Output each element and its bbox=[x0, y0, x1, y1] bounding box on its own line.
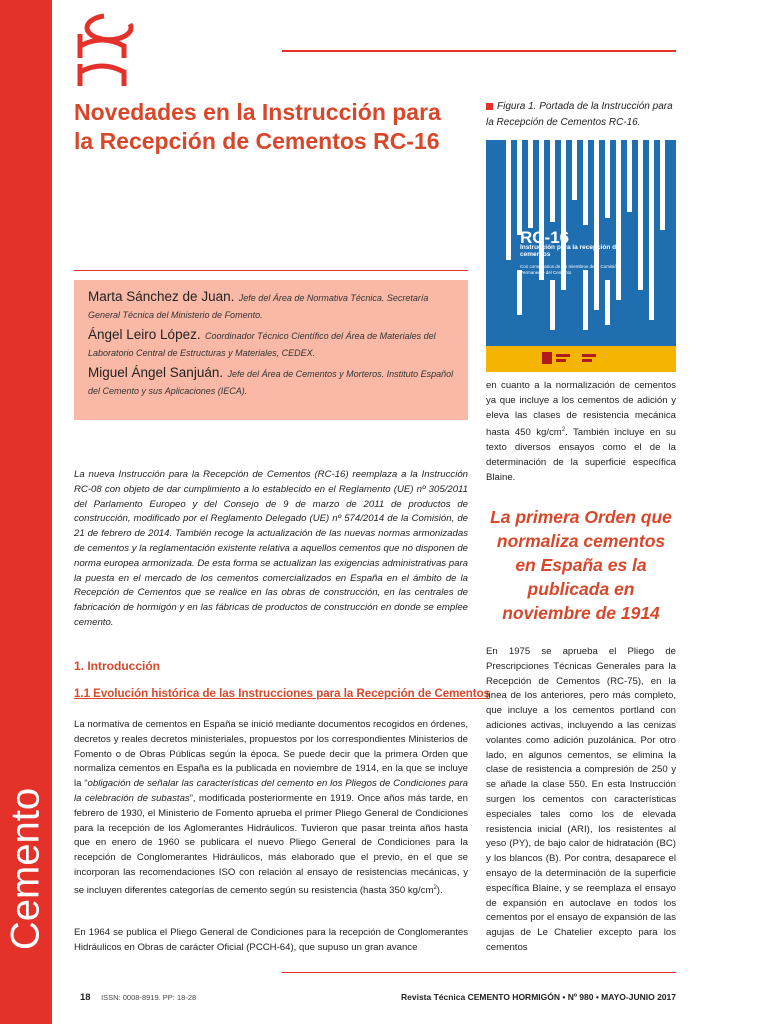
superscript: 2 bbox=[433, 884, 437, 891]
author-role: Jefe del Área de Normativa Técnica. Secretaría General Técnica del Ministerio de Fomento. bbox=[88, 293, 429, 320]
subsection-heading: 1.1 Evolución histórica de las Instrucciones para la Recepción de Cementos bbox=[74, 688, 491, 700]
sidebar-section-label: Cemento bbox=[3, 787, 48, 951]
top-rule bbox=[282, 50, 676, 52]
body-text-run: La normativa de cementos en España se inició mediante documentos recogidos en órdenes, decretos y reales decretos ministeriales, propuestos por los correspondientes Ministerios de Fomento o de Obras Públicas según la época. Se puede decir que la primera Orden que normaliza cementos en España es la publicada en noviembre de 1914, en la que se incluye la “ bbox=[74, 719, 468, 790]
abstract: La nueva Instrucción para la Recepción de Cementos (RC-16) reemplaza a la Instrucción RC-08 con objeto de dar cumplimiento a lo establecido en el Reglamento (UE) nº 305/2011 del Parlamento Europeo y del Consejo de 9 de marzo de 2011 de productos de construcción, modificado por el Reglamento Delegado (UE) nº 574/2014 de la Comisión, de 21 de febrero de 2014. También recoge la actualización de las nuevas normas armonizadas de cementos y la reglamentación existente relativa a aquellos cementos que no disponen de norma europea armonizada. De esta forma se actualizan las exigencias administrativas para la puesta en el mercado de los cementos comercializados en España en el ámbito de la Recepción de Cementos que se realice en las obras de construcción, en las centrales de fabricación de hormigón y en las fábricas de productos de construcción en donde se emplee cemento. bbox=[74, 469, 468, 628]
title-rule bbox=[74, 270, 468, 271]
cover-subtitle: Instrucción para la recepción de cementos bbox=[520, 244, 620, 258]
author-name: Miguel Ángel Sanjuán. bbox=[88, 365, 224, 380]
cover-title: RC-16 bbox=[520, 228, 570, 247]
ministry-logo-icon bbox=[486, 346, 676, 372]
figure-cover-image bbox=[486, 140, 676, 372]
figure-caption bbox=[486, 99, 676, 131]
body-paragraph: En 1964 se publica el Pliego General de Condiciones para la recepción de Conglomerantes Hidráulicos en Obras de carácter Oficial (PCCH-64), que supuso un gran avance bbox=[74, 927, 468, 953]
body-paragraph bbox=[74, 718, 468, 899]
author-entry bbox=[88, 365, 454, 399]
body-paragraph: En 1975 se aprueba el Pliego de Prescripciones Técnicas Generales para la Recepción de Cementos (RC-75), en la línea de los anteriores, pero más completo, que incluye a los cementos portland con adiciones activas, incluyendo a las cenizas volantes como adición puzolánica. Por otro lado, en algunos cementos, se elimina la clase de resistencia a compresión de 250 y se añade la clase 550. En esta Instrucción surgen los cementos con características especiales tales como los de elevada resistencia inicial (ARI), los resistentes al yeso (PY), de bajo calor de hidratación (BC) y los blancos (B). Por contra, desaparece el ensayo de la determinación de la superficie específica Blaine, y se reemplaza el ensayo de expansión en autoclave en todos los cementos por el ensayo de expansión de las agujas de Le Chatelier excepto para los cementos bbox=[486, 646, 676, 953]
bullet-square-icon bbox=[486, 103, 493, 110]
author-role: Coordinador Técnico Científico del Área de Materiales del Laboratorio Central de Estructuras y Materiales, CEDEX. bbox=[88, 331, 436, 358]
journal-footer: Revista Técnica CEMENTO HORMIGÓN • Nº 980 • MAYO-JUNIO 2017 bbox=[400, 992, 676, 1002]
body-text-run: en cuanto a la normalización de cementos ya que incluye a los cementos de adición y eleva las clases de resistencia mecánica hasta 450 kg/cm bbox=[486, 380, 676, 439]
author-name: Marta Sánchez de Juan. bbox=[88, 289, 235, 304]
cover-footer-band bbox=[486, 346, 676, 372]
sidebar-section-label-box bbox=[2, 754, 50, 984]
body-text-run: . También incluye en su texto diversos ensayos como el de la determinación de la superficie específica Blaine. bbox=[486, 427, 676, 483]
journal-logo-icon bbox=[74, 12, 136, 88]
author-entry bbox=[88, 327, 454, 361]
cover-note: Con comentarios de los miembros de la Comisión Permanente del Cemento bbox=[520, 264, 620, 275]
body-paragraph bbox=[486, 379, 676, 486]
author-role: Jefe del Área de Cementos y Morteros. Instituto Español del Cemento y sus Aplicaciones (IECA). bbox=[88, 369, 454, 396]
sidebar-band bbox=[0, 0, 52, 1024]
figure-caption-text: Figura 1. Portada de la Instrucción para la Recepción de Cementos RC-16. bbox=[486, 101, 673, 128]
author-entry bbox=[88, 289, 454, 323]
page-number: 18 bbox=[80, 992, 91, 1003]
superscript: 2 bbox=[561, 427, 566, 434]
article-title: Novedades en la Instrucción para la Recepción de Cementos RC-16 bbox=[74, 99, 441, 154]
body-quote: obligación de señalar las características del cemento en los Pliegos de Condiciones para la celebración de subastas bbox=[74, 778, 469, 804]
issn: ISSN: 0008-8919. PP: 18-28 bbox=[101, 993, 197, 1002]
bottom-rule bbox=[282, 972, 676, 973]
authors-box bbox=[74, 280, 468, 420]
section-heading: 1. Introducción bbox=[74, 659, 161, 673]
body-text-run: ”, modificada posteriormente en 1919. Once años más tarde, en febrero de 1930, el Ministerio de Fomento aprueba el primer Pliego General de Condiciones para la recepción de los Aglomerantes Hidráulicos. Tuvieron que pasar treinta años hasta que en enero de 1960 se publicara el nuevo Pliego General de Condiciones para la recepción de Conglomerantes Hidráulicos, más elaborado que el previo, en el que se incorporan las recomendaciones ISO con relación al ensayo de resistencias mecánicas, y se incluyen diferentes categorías de cemento según su resistencia (hasta 350 kg/cm bbox=[74, 792, 468, 896]
footer-left bbox=[80, 992, 196, 1003]
author-name: Ángel Leiro López. bbox=[88, 327, 201, 342]
body-text-run: ). bbox=[436, 884, 443, 896]
pull-quote: La primera Orden que normaliza cementos en España es la publicada en noviembre de 1914 bbox=[490, 507, 672, 623]
